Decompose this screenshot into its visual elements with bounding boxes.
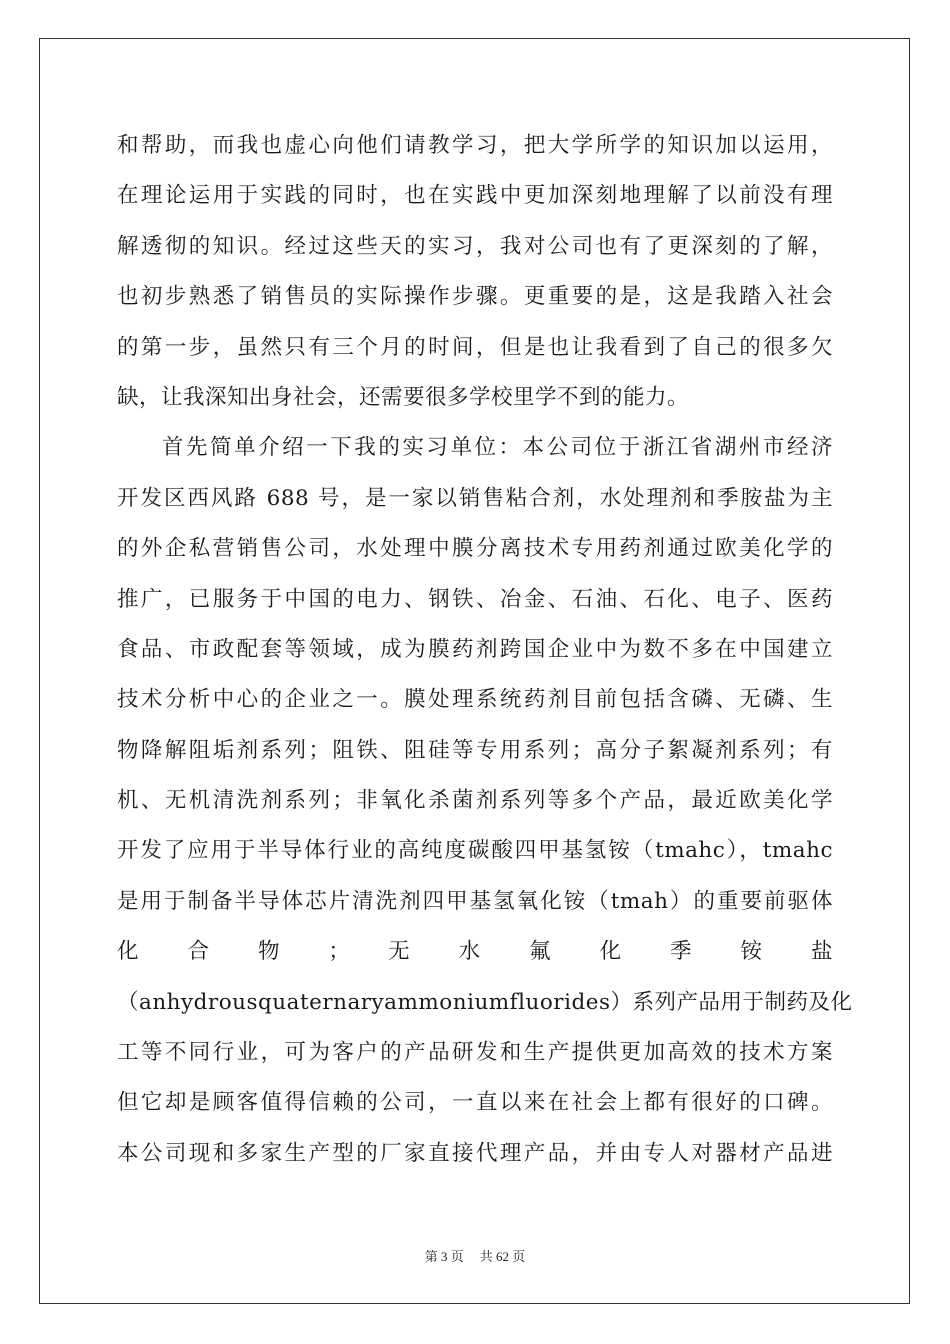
text-line: 解透彻的知识。经过这些天的实习，我对公司也有了更深刻的了解， bbox=[117, 233, 833, 259]
text-line: 是用于制备半导体芯片清洗剂四甲基氢氧化铵（tmah）的重要前驱体 bbox=[117, 888, 833, 914]
text-line: 开发区西风路 688 号，是一家以销售粘合剂，水处理剂和季胺盐为主 bbox=[117, 485, 833, 511]
page-total: 共 62 页 bbox=[479, 1249, 526, 1264]
text-line: 食品、市政配套等领域，成为膜药剂跨国企业中为数不多在中国建立 bbox=[117, 636, 833, 662]
text-line: 但它却是顾客值得信赖的公司，一直以来在社会上都有很好的口碑。 bbox=[117, 1090, 833, 1116]
text-line: 缺，让我深知出身社会，还需要很多学校里学不到的能力。 bbox=[117, 384, 690, 410]
text-line: 的第一步，虽然只有三个月的时间，但是也让我看到了自己的很多欠 bbox=[117, 334, 833, 360]
text-line: 也初步熟悉了销售员的实际操作步骤。更重要的是，这是我踏入社会 bbox=[117, 284, 833, 310]
page-footer bbox=[0, 1246, 950, 1265]
text-line: 工等不同行业，可为客户的产品研发和生产提供更加高效的技术方案 bbox=[117, 1040, 833, 1066]
text-line: 推广，已服务于中国的电力、钢铁、冶金、石油、石化、电子、医药 bbox=[117, 586, 833, 612]
text-line: 在理论运用于实践的同时，也在实践中更加深刻地理解了以前没有理 bbox=[117, 183, 833, 209]
text-line: 和帮助，而我也虚心向他们请教学习，把大学所学的知识加以运用， bbox=[117, 133, 833, 158]
text-line: 技术分析中心的企业之一。膜处理系统药剂目前包括含磷、无磷、生 bbox=[117, 687, 833, 713]
text-line: 机、无机清洗剂系列；非氧化杀菌剂系列等多个产品，最近欧美化学 bbox=[117, 788, 833, 814]
paragraph-1 bbox=[117, 121, 833, 423]
text-line: 的外企私营销售公司，水处理中膜分离技术专用药剂通过欧美化学的 bbox=[117, 536, 833, 562]
text-line: 本公司现和多家生产型的厂家直接代理产品，并由专人对器材产品进 bbox=[117, 1140, 833, 1166]
document-body bbox=[117, 121, 853, 1179]
text-line: 物降解阻垢剂系列；阻铁、阻硅等专用系列；高分子絮凝剂系列；有 bbox=[117, 737, 833, 763]
page-number: 第 3 页 bbox=[424, 1249, 464, 1264]
text-line: 开发了应用于半导体行业的高纯度碳酸四甲基氢铵（tmahc），tmahc bbox=[117, 838, 833, 864]
text-line: （anhydrousquaternaryammoniumfluorides）系列产品用于制药及化 bbox=[117, 989, 853, 1015]
text-line: 首先简单介绍一下我的实习单位：本公司位于浙江省湖州市经济 bbox=[162, 435, 833, 461]
text-line: 化 合 物 ； 无 水 氟 化 季 铵 盐 bbox=[117, 939, 833, 965]
paragraph-2 bbox=[117, 423, 853, 1179]
